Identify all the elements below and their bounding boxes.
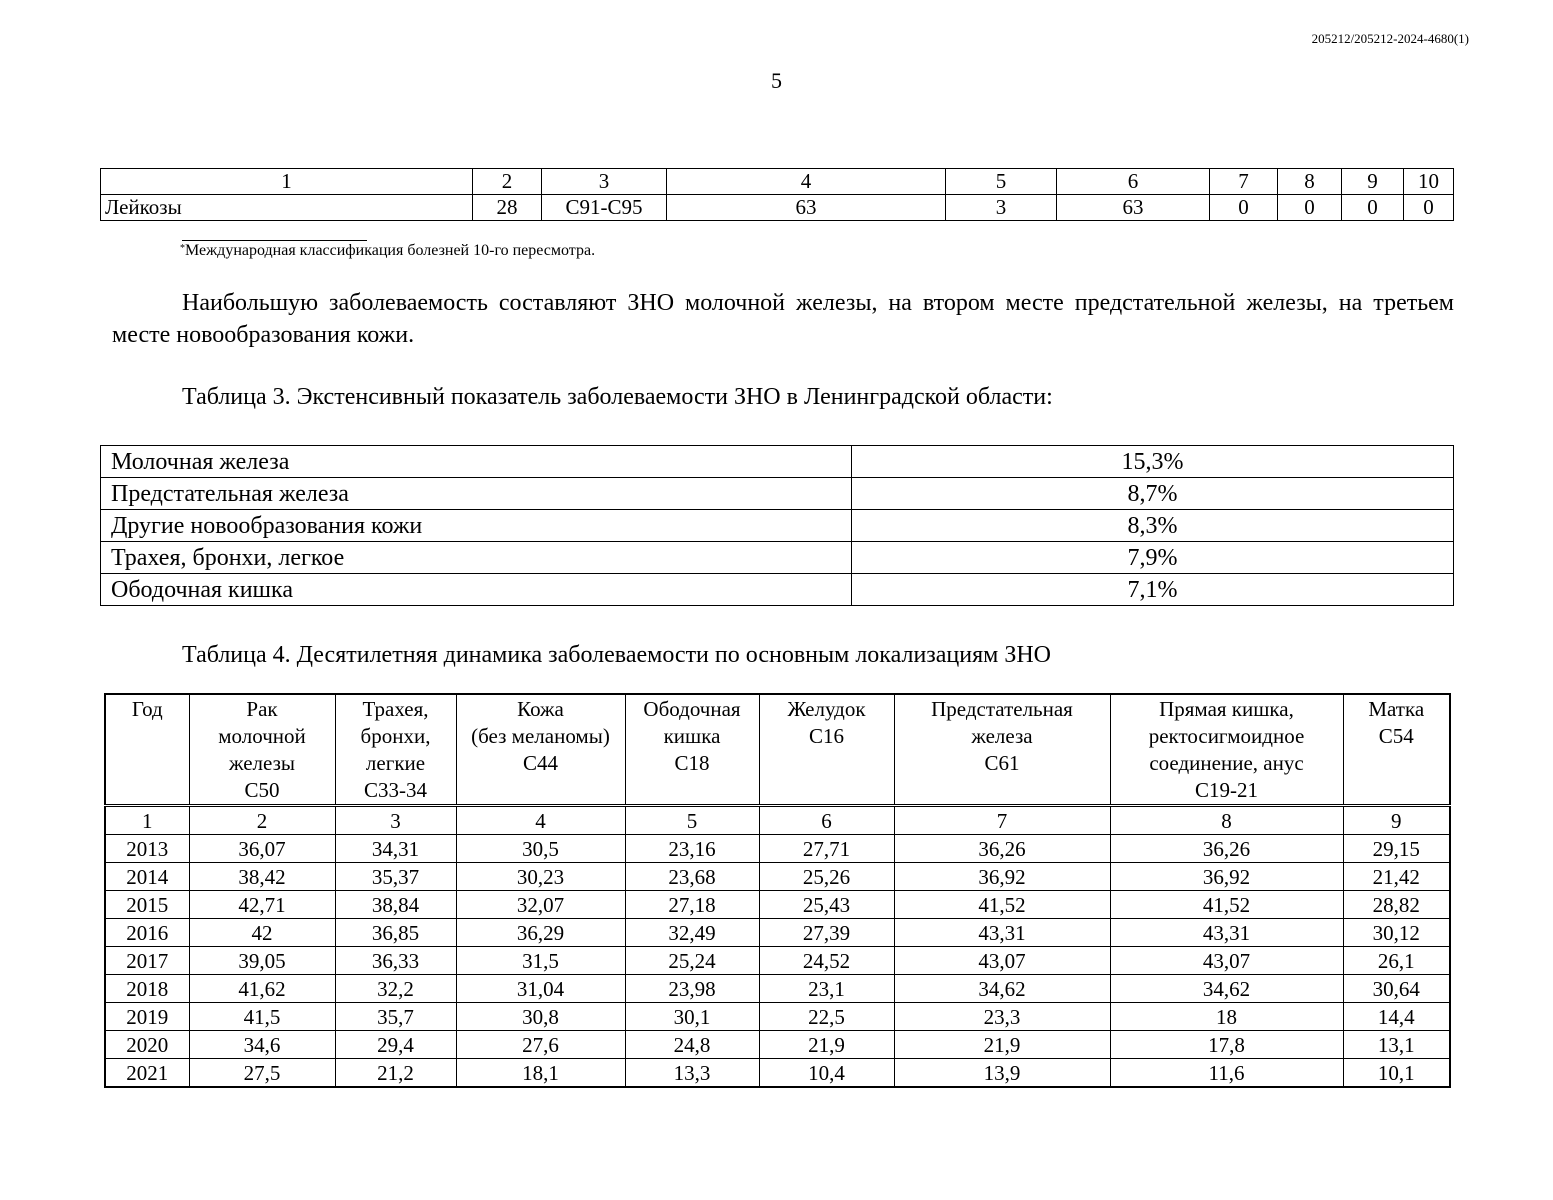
column-header-line: Год bbox=[131, 697, 163, 721]
table-3-caption: Таблица 3. Экстенсивный показатель заболеваемости ЗНО в Ленинградской области: bbox=[182, 384, 1053, 410]
table-cell: 13,1 bbox=[1343, 1031, 1450, 1059]
column-header-line: бронхи, bbox=[360, 724, 431, 748]
column-header-line: Предстательная bbox=[931, 697, 1073, 721]
footnote-mark: * bbox=[180, 243, 185, 254]
table-row bbox=[105, 863, 1450, 891]
column-header-line: Желудок bbox=[787, 697, 866, 721]
table-cell: 30,64 bbox=[1343, 975, 1450, 1003]
table-row bbox=[105, 1059, 1450, 1088]
table-cell: 30,23 bbox=[456, 863, 625, 891]
table-cell: 25,26 bbox=[759, 863, 894, 891]
table-cell: 2016 bbox=[105, 919, 189, 947]
column-header-line: С54 bbox=[1378, 724, 1414, 748]
table-cell: Ободочная кишка bbox=[101, 574, 852, 606]
table-cell: 41,52 bbox=[1110, 891, 1343, 919]
table-cell: 41,5 bbox=[189, 1003, 335, 1031]
column-header-line: Кожа bbox=[517, 697, 564, 721]
table-cell: 0 bbox=[1404, 195, 1454, 221]
table-cell: 30,12 bbox=[1343, 919, 1450, 947]
table-cell: 43,07 bbox=[1110, 947, 1343, 975]
table-cell: 36,26 bbox=[894, 835, 1110, 863]
column-number: 6 bbox=[1057, 169, 1210, 195]
table-cell: 27,5 bbox=[189, 1059, 335, 1088]
column-header bbox=[759, 694, 894, 806]
table-4-column-numbers bbox=[105, 806, 1450, 835]
table-cell: 36,92 bbox=[1110, 863, 1343, 891]
column-header-line: ректосигмоидное bbox=[1148, 724, 1305, 748]
table-cell: C91-C95 bbox=[542, 195, 667, 221]
column-header-line: железы bbox=[228, 751, 295, 775]
column-number: 7 bbox=[1210, 169, 1278, 195]
column-header-line: С18 bbox=[674, 751, 710, 775]
table-cell: 27,18 bbox=[625, 891, 759, 919]
table-cell: 8,3% bbox=[852, 510, 1454, 542]
table-cell: 29,15 bbox=[1343, 835, 1450, 863]
table-cell: 31,04 bbox=[456, 975, 625, 1003]
table-cell: 36,29 bbox=[456, 919, 625, 947]
table-cell: 14,4 bbox=[1343, 1003, 1450, 1031]
table-cell: 0 bbox=[1342, 195, 1404, 221]
column-number: 6 bbox=[759, 806, 894, 835]
table-cell: 34,6 bbox=[189, 1031, 335, 1059]
column-number: 8 bbox=[1278, 169, 1342, 195]
table-cell: 42 bbox=[189, 919, 335, 947]
column-header-line: С50 bbox=[244, 778, 280, 802]
table-cell: 30,8 bbox=[456, 1003, 625, 1031]
column-header-line: железа bbox=[971, 724, 1033, 748]
table-cell: 27,71 bbox=[759, 835, 894, 863]
body-paragraph: Наибольшую заболеваемость составляют ЗНО молочной железы, на втором месте предстательной железы, на третьем месте новообразования кожи. bbox=[112, 290, 1454, 348]
table-cell: 23,3 bbox=[894, 1003, 1110, 1031]
column-header bbox=[1110, 694, 1343, 806]
table-cell: 7,9% bbox=[852, 542, 1454, 574]
table-cell: 36,26 bbox=[1110, 835, 1343, 863]
table-cell: 25,43 bbox=[759, 891, 894, 919]
column-number: 10 bbox=[1404, 169, 1454, 195]
column-number: 9 bbox=[1343, 806, 1450, 835]
table-cell: 32,07 bbox=[456, 891, 625, 919]
column-header-line: соединение, анус bbox=[1149, 751, 1304, 775]
column-number: 9 bbox=[1342, 169, 1404, 195]
column-header bbox=[894, 694, 1110, 806]
table-cell: 18,1 bbox=[456, 1059, 625, 1088]
table-cell: 26,1 bbox=[1343, 947, 1450, 975]
column-number: 1 bbox=[105, 806, 189, 835]
table-cell: 23,16 bbox=[625, 835, 759, 863]
table-cell: 36,33 bbox=[335, 947, 456, 975]
column-number: 8 bbox=[1110, 806, 1343, 835]
table-row bbox=[101, 574, 1454, 606]
column-header bbox=[456, 694, 625, 806]
table-cell: 41,62 bbox=[189, 975, 335, 1003]
table-cell: 43,07 bbox=[894, 947, 1110, 975]
table-4-header-row bbox=[105, 694, 1450, 806]
table-cell: 30,1 bbox=[625, 1003, 759, 1031]
table-cell: 23,1 bbox=[759, 975, 894, 1003]
footnote-divider bbox=[182, 240, 367, 241]
table-1-column-numbers bbox=[101, 169, 1454, 195]
column-header-line: Матка bbox=[1368, 697, 1425, 721]
table-cell: 11,6 bbox=[1110, 1059, 1343, 1088]
column-number: 5 bbox=[946, 169, 1057, 195]
table-cell: 22,5 bbox=[759, 1003, 894, 1031]
table-cell: 29,4 bbox=[335, 1031, 456, 1059]
table-row bbox=[105, 1031, 1450, 1059]
column-header-line: Трахея, bbox=[362, 697, 429, 721]
table-cell: 36,07 bbox=[189, 835, 335, 863]
table-cell: 34,31 bbox=[335, 835, 456, 863]
table-cell: 32,49 bbox=[625, 919, 759, 947]
table-cell: 28 bbox=[473, 195, 542, 221]
column-header-line: (без меланомы) bbox=[471, 724, 610, 748]
table-row bbox=[101, 195, 1454, 221]
table-cell: 36,92 bbox=[894, 863, 1110, 891]
table-cell: 2018 bbox=[105, 975, 189, 1003]
column-number: 1 bbox=[101, 169, 473, 195]
table-cell: 10,1 bbox=[1343, 1059, 1450, 1088]
column-header-line: С19-21 bbox=[1195, 778, 1258, 802]
column-header-line: легкие bbox=[365, 751, 426, 775]
table-cell: 23,98 bbox=[625, 975, 759, 1003]
column-header-line: С61 bbox=[984, 751, 1020, 775]
table-cell: 18 bbox=[1110, 1003, 1343, 1031]
table-cell: 23,68 bbox=[625, 863, 759, 891]
table-cell: 34,62 bbox=[1110, 975, 1343, 1003]
table-cell: 3 bbox=[946, 195, 1057, 221]
column-number: 3 bbox=[542, 169, 667, 195]
table-cell: 21,2 bbox=[335, 1059, 456, 1088]
table-cell: 2013 bbox=[105, 835, 189, 863]
table-cell: 31,5 bbox=[456, 947, 625, 975]
page-number: 5 bbox=[771, 68, 782, 93]
table-cell: 21,42 bbox=[1343, 863, 1450, 891]
column-header-line: Ободочная bbox=[643, 697, 741, 721]
table-cell: 24,52 bbox=[759, 947, 894, 975]
table-cell: 0 bbox=[1210, 195, 1278, 221]
column-header-line: С33-34 bbox=[364, 778, 427, 802]
table-cell: 42,71 bbox=[189, 891, 335, 919]
table-row bbox=[105, 891, 1450, 919]
table-4 bbox=[104, 693, 1451, 1088]
column-number: 5 bbox=[625, 806, 759, 835]
column-number: 3 bbox=[335, 806, 456, 835]
footnote-text: Международная классификация болезней 10-го пересмотра. bbox=[185, 242, 596, 259]
column-number: 4 bbox=[667, 169, 946, 195]
table-cell: 39,05 bbox=[189, 947, 335, 975]
column-header bbox=[625, 694, 759, 806]
table-cell: 8,7% bbox=[852, 478, 1454, 510]
table-cell: 7,1% bbox=[852, 574, 1454, 606]
table-cell: 30,5 bbox=[456, 835, 625, 863]
document-id: 205212/205212-2024-4680(1) bbox=[1311, 31, 1469, 46]
table-row bbox=[105, 919, 1450, 947]
table-cell: 13,3 bbox=[625, 1059, 759, 1088]
table-cell: 2015 bbox=[105, 891, 189, 919]
table-cell: 25,24 bbox=[625, 947, 759, 975]
column-header-line: Прямая кишка, bbox=[1159, 697, 1294, 721]
column-number: 4 bbox=[456, 806, 625, 835]
table-row bbox=[101, 478, 1454, 510]
table-row bbox=[105, 975, 1450, 1003]
column-header-line: С16 bbox=[808, 724, 844, 748]
table-cell: 63 bbox=[1057, 195, 1210, 221]
table-cell: 27,6 bbox=[456, 1031, 625, 1059]
table-cell: Лейкозы bbox=[101, 195, 473, 221]
column-number: 7 bbox=[894, 806, 1110, 835]
table-cell: 2020 bbox=[105, 1031, 189, 1059]
table-row bbox=[101, 510, 1454, 542]
table-cell: 28,82 bbox=[1343, 891, 1450, 919]
table-4-caption: Таблица 4. Десятилетняя динамика заболеваемости по основным локализациям ЗНО bbox=[182, 642, 1052, 668]
table-cell: 38,42 bbox=[189, 863, 335, 891]
table-row bbox=[101, 446, 1454, 478]
table-cell: 32,2 bbox=[335, 975, 456, 1003]
column-header bbox=[1343, 694, 1450, 806]
table-cell: 34,62 bbox=[894, 975, 1110, 1003]
table-cell: 2014 bbox=[105, 863, 189, 891]
table-cell: 35,37 bbox=[335, 863, 456, 891]
column-number: 2 bbox=[189, 806, 335, 835]
table-cell: 17,8 bbox=[1110, 1031, 1343, 1059]
column-header-line: Рак bbox=[246, 697, 278, 721]
table-cell: 27,39 bbox=[759, 919, 894, 947]
footnote bbox=[180, 242, 595, 260]
table-cell: 13,9 bbox=[894, 1059, 1110, 1088]
table-cell: 43,31 bbox=[894, 919, 1110, 947]
table-cell: Предстательная железа bbox=[101, 478, 852, 510]
table-3 bbox=[100, 445, 1454, 606]
column-header bbox=[335, 694, 456, 806]
table-cell: 15,3% bbox=[852, 446, 1454, 478]
table-cell: 0 bbox=[1278, 195, 1342, 221]
table-cell: 2017 bbox=[105, 947, 189, 975]
column-header-line: С44 bbox=[522, 751, 558, 775]
table-cell: 10,4 bbox=[759, 1059, 894, 1088]
table-cell: 2019 bbox=[105, 1003, 189, 1031]
table-cell: 36,85 bbox=[335, 919, 456, 947]
table-1-continuation bbox=[100, 168, 1454, 221]
table-row bbox=[105, 947, 1450, 975]
column-number: 2 bbox=[473, 169, 542, 195]
table-cell: 43,31 bbox=[1110, 919, 1343, 947]
table-cell: Другие новообразования кожи bbox=[101, 510, 852, 542]
column-header bbox=[105, 694, 189, 806]
table-cell: 2021 bbox=[105, 1059, 189, 1088]
table-cell: 41,52 bbox=[894, 891, 1110, 919]
table-cell: 21,9 bbox=[759, 1031, 894, 1059]
table-row bbox=[105, 835, 1450, 863]
table-cell: 38,84 bbox=[335, 891, 456, 919]
table-cell: Молочная железа bbox=[101, 446, 852, 478]
table-cell: 63 bbox=[667, 195, 946, 221]
table-row bbox=[101, 542, 1454, 574]
column-header-line: молочной bbox=[218, 724, 306, 748]
table-cell: 35,7 bbox=[335, 1003, 456, 1031]
column-header bbox=[189, 694, 335, 806]
column-header-line: кишка bbox=[663, 724, 721, 748]
table-row bbox=[105, 1003, 1450, 1031]
table-cell: 21,9 bbox=[894, 1031, 1110, 1059]
table-cell: Трахея, бронхи, легкое bbox=[101, 542, 852, 574]
table-cell: 24,8 bbox=[625, 1031, 759, 1059]
